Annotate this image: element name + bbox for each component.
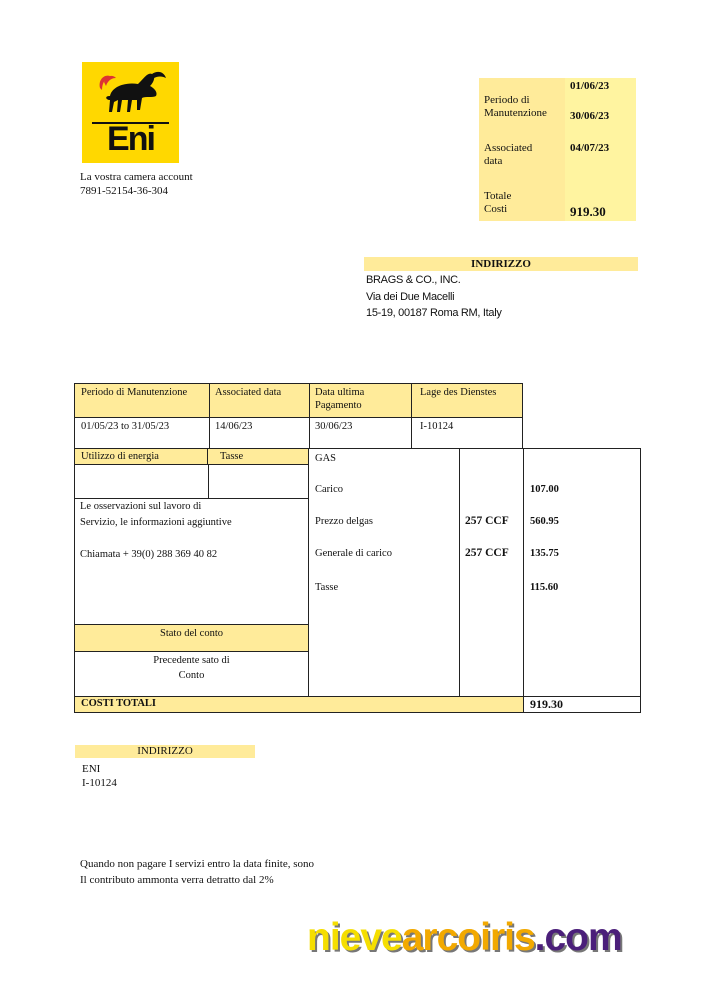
address-header: INDIRIZZO (364, 257, 638, 271)
summary-associated-value: 04/07/23 (570, 142, 610, 154)
note-line: Quando non pagare I servizi entro la data finite, sono (80, 858, 314, 870)
account-status-label: Stato del conto (75, 624, 308, 652)
address-block (366, 272, 502, 322)
account-number: 7891-52154-36-304 (80, 185, 168, 197)
info-header-last-payment: Data ultima Pagamento (309, 383, 412, 418)
six-legged-dog-icon (82, 62, 179, 122)
charge-amount: 107.00 (530, 484, 559, 495)
charge-amount: 560.95 (530, 516, 559, 527)
account-label: La vostra camera account (80, 171, 193, 183)
summary-period-label: Periodo di Manutenzione (484, 94, 547, 119)
charge-label: Generale di carico (315, 548, 392, 559)
energy-usage-label: Utilizzo di energia (75, 449, 208, 465)
payment-note (80, 856, 314, 888)
brand-part: nieve (307, 916, 402, 959)
previous-line: Conto (178, 670, 205, 681)
charge-label: Tasse (315, 582, 339, 593)
address-line: BRAGS & CO., INC. (366, 274, 461, 286)
previous-line: Precedente sato di (153, 655, 230, 666)
brand-watermark (307, 916, 622, 960)
address-line: Via dei Due Macelli (366, 290, 455, 303)
brand-part: .com (534, 916, 622, 959)
info-header-period: Periodo di Manutenzione (74, 383, 210, 418)
charge-amount: 115.60 (530, 582, 559, 593)
phone-text: Chiamata + 39(0) 288 369 40 82 (80, 549, 218, 560)
charge-qty: 257 CCF (465, 547, 509, 559)
address2-header: INDIRIZZO (75, 745, 255, 758)
eni-logo (82, 62, 179, 163)
address2-block (82, 762, 117, 790)
info-value-service-location: I-10124 (411, 417, 523, 449)
summary-associated-label: Associated data (484, 142, 533, 167)
observations-line: Le osservazioni sul lavoro di (80, 501, 202, 512)
previous-balance-label (75, 654, 308, 682)
tax-label: Tasse (208, 449, 308, 465)
brand-part: arcoiris (401, 916, 535, 959)
charge-label: Carico (315, 484, 343, 495)
observations-text (80, 500, 305, 529)
address2-line: I-10124 (82, 777, 117, 789)
info-value-associated: 14/06/23 (209, 417, 310, 449)
summary-box (479, 78, 636, 221)
total-costs-value: 919.30 (530, 697, 563, 711)
note-line: Il contributo ammonta verra detratto dal 2% (80, 874, 274, 886)
logo-wordmark: Eni (107, 120, 154, 158)
address-line: 15-19, 00187 Roma RM, Italy (366, 307, 502, 319)
address2-line: ENI (82, 763, 101, 775)
summary-total-value: 919.30 (570, 204, 606, 219)
charge-label: Prezzo delgas (315, 516, 374, 527)
gas-label: GAS (315, 453, 337, 464)
total-costs-label: COSTI TOTALI (75, 697, 523, 712)
summary-total-label: Totale Costi (484, 190, 512, 215)
observations-line: Servizio, le informazioni aggiuntive (80, 517, 232, 528)
account-block (80, 170, 193, 198)
charge-qty: 257 CCF (465, 515, 509, 527)
info-header-associated: Associated data (209, 383, 310, 418)
info-header-service-location: Lage des Dienstes (411, 383, 523, 418)
charge-amount: 135.75 (530, 548, 559, 559)
summary-period-to: 30/06/23 (570, 110, 610, 122)
info-value-last-payment: 30/06/23 (309, 417, 412, 449)
info-value-period: 01/05/23 to 31/05/23 (74, 417, 210, 449)
summary-period-from: 01/06/23 (570, 80, 610, 92)
